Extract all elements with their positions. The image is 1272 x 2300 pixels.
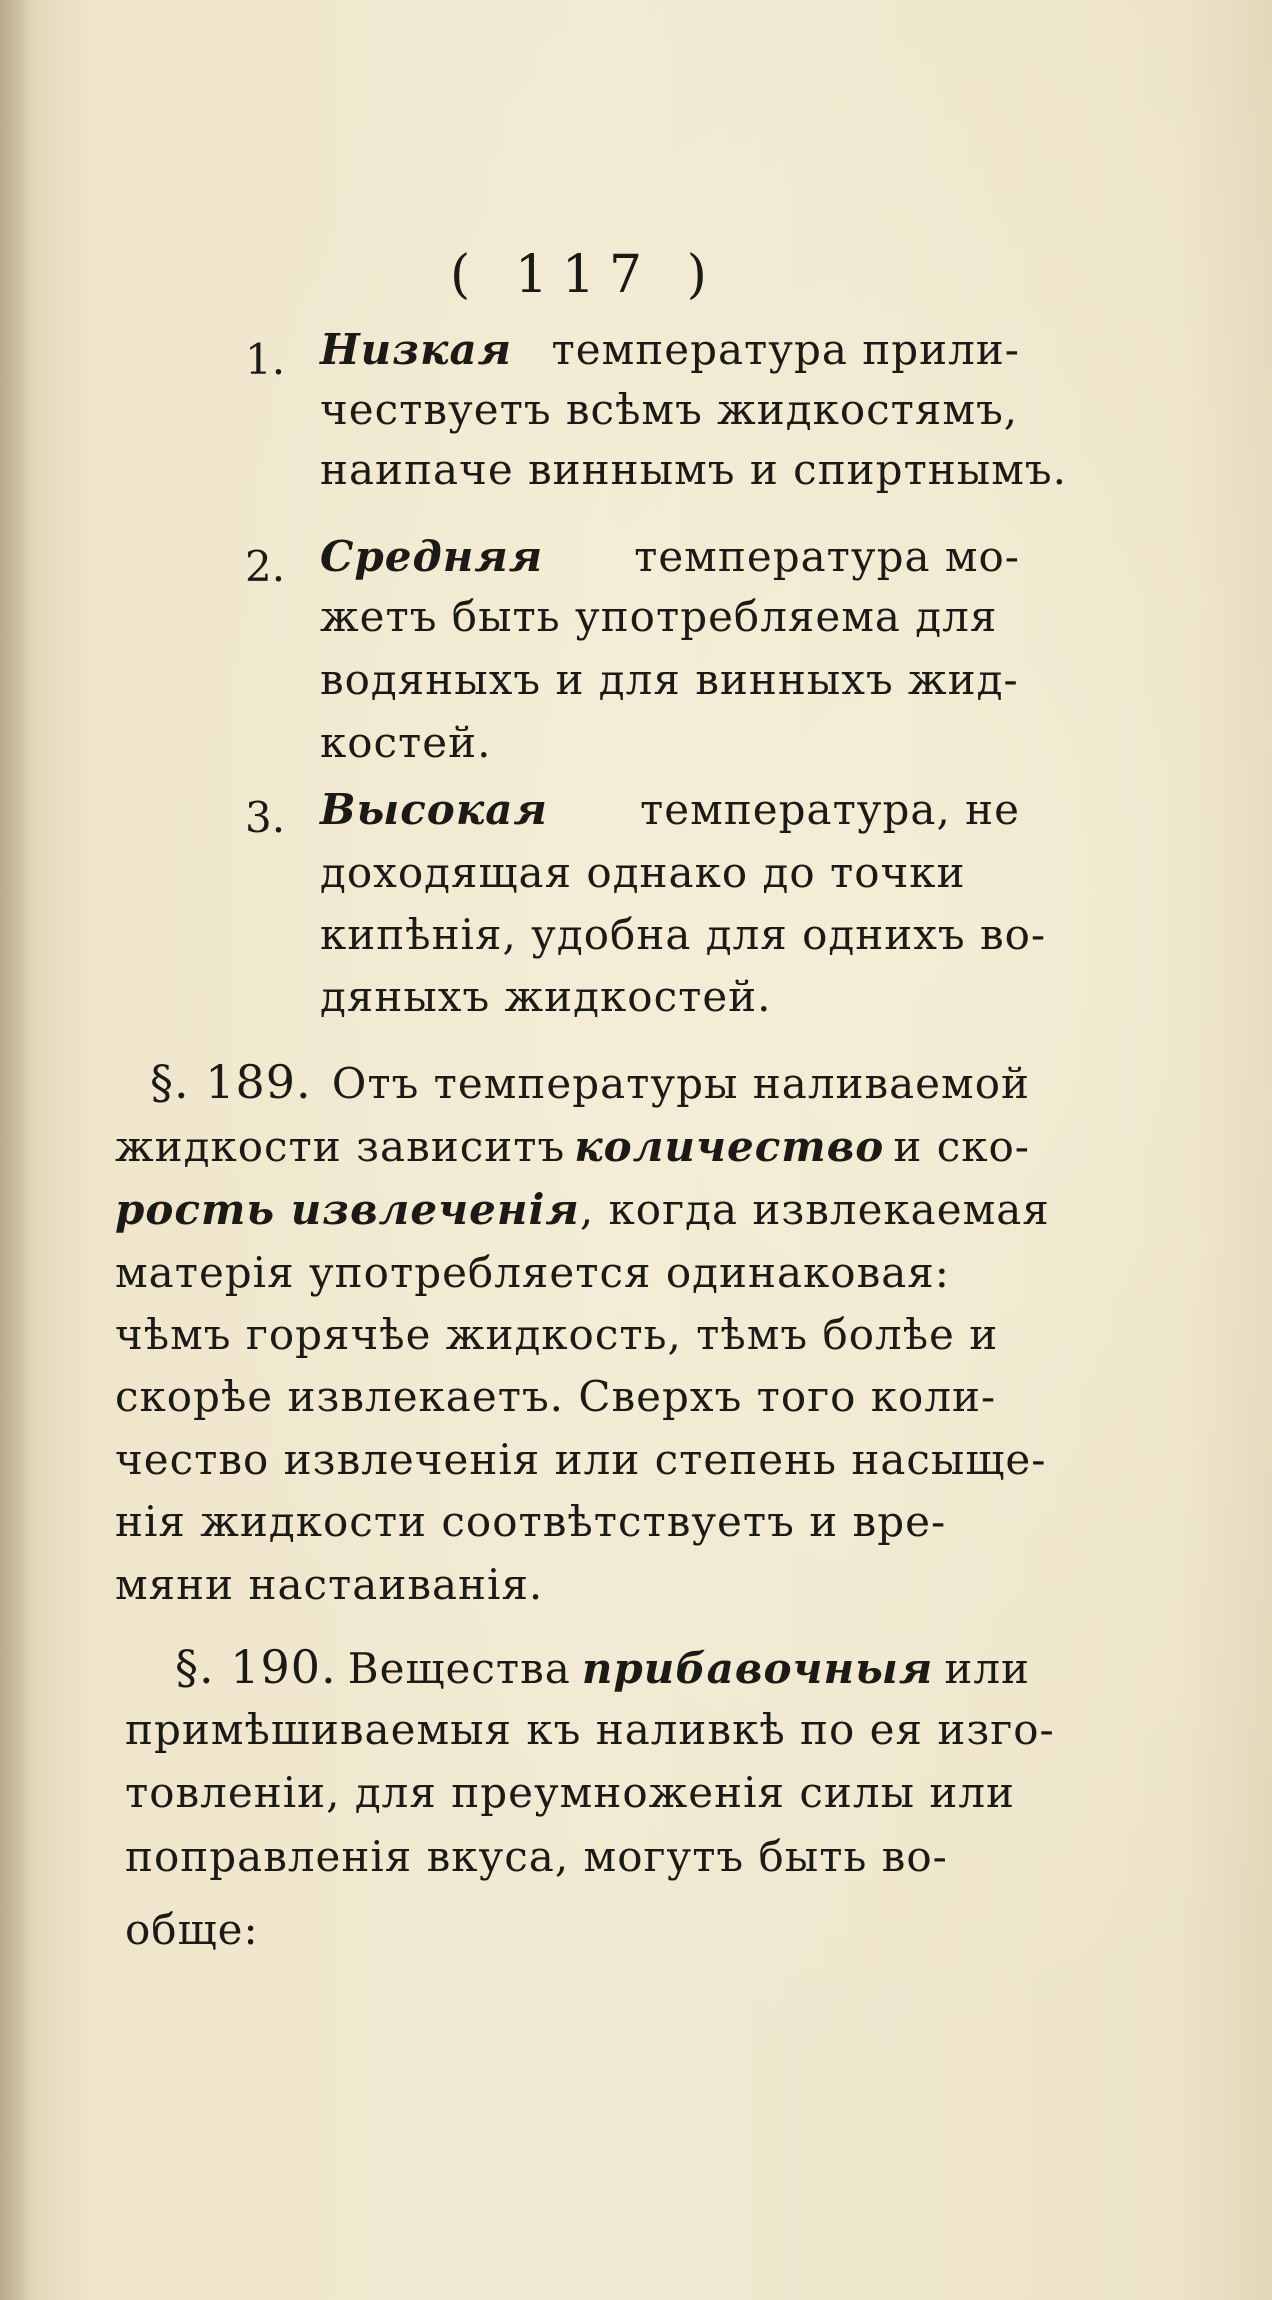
line-text: , когда извлекаемая [579, 1185, 1050, 1234]
list-item-number: 2. [245, 542, 286, 591]
line-text: температура прили- [551, 325, 1020, 374]
section-189-line [115, 1122, 1030, 1171]
line-text: Отъ температуры наливаемой [331, 1059, 1030, 1108]
emphasis-term: прибавочныя [581, 1644, 934, 1693]
list-item-line: жетъ быть употребляема для [320, 592, 998, 641]
list-item-line: кипѣнія, удобна для однихъ во- [320, 910, 1047, 959]
list-item-number: 3. [245, 793, 286, 842]
line-text: Вещества [347, 1644, 571, 1693]
section-number: §. 190. [175, 1640, 337, 1694]
section-189-line: чѣмъ горячѣе жидкость, тѣмъ болѣе и [115, 1310, 999, 1359]
emphasis-term: Высокая [320, 785, 548, 834]
section-190-line [175, 1640, 1030, 1694]
section-number: §. 189. [150, 1055, 312, 1109]
list-item-line: костей. [320, 718, 492, 767]
section-190-line: примѣшиваемыя къ наливкѣ по ея изго- [125, 1705, 1055, 1754]
section-189-line: мяни настаиванія. [115, 1560, 544, 1609]
list-item-line: дяныхъ жидкостей. [320, 972, 772, 1021]
list-item-line: доходящая однако до точки [320, 848, 966, 897]
list-item-line: чествуетъ всѣмъ жидкостямъ, [320, 385, 1019, 434]
section-189-line [150, 1055, 1030, 1109]
line-text: жидкости зависитъ [115, 1122, 566, 1171]
list-item-line [320, 325, 1020, 374]
section-190-line: поправленія вкуса, могутъ быть во- [125, 1832, 948, 1881]
section-190-line: обще: [125, 1905, 259, 1954]
page-number: ( 117 ) [450, 245, 721, 305]
section-189-line: скорѣе извлекаетъ. Сверхъ того коли- [115, 1372, 997, 1421]
emphasis-term: рость извлеченія [115, 1185, 580, 1234]
line-text: температура мо- [634, 532, 1020, 581]
section-189-line [115, 1185, 1050, 1234]
line-text: температура, не [640, 785, 1020, 834]
line-text: или [944, 1644, 1030, 1693]
list-item-line: наипаче виннымъ и спиртнымъ. [320, 445, 1067, 494]
list-item-number: 1. [245, 335, 286, 384]
section-190-line: товленіи, для преумноженія силы или [125, 1768, 1016, 1817]
section-189-line: чество извлеченія или степень насыще- [115, 1435, 1047, 1484]
section-189-line: нія жидкости соотвѣтствуетъ и вре- [115, 1497, 947, 1546]
emphasis-term: Средняя [320, 532, 544, 581]
list-item-line [320, 532, 1020, 581]
emphasis-term: количество [574, 1122, 885, 1171]
emphasis-term: Низкая [320, 325, 513, 374]
list-item-line: водяныхъ и для винныхъ жид- [320, 655, 1019, 704]
list-item-line [320, 785, 1020, 834]
line-text: и ско- [893, 1122, 1030, 1171]
page-gutter [0, 0, 30, 2300]
section-189-line: матерія употребляется одинаковая: [115, 1248, 950, 1297]
